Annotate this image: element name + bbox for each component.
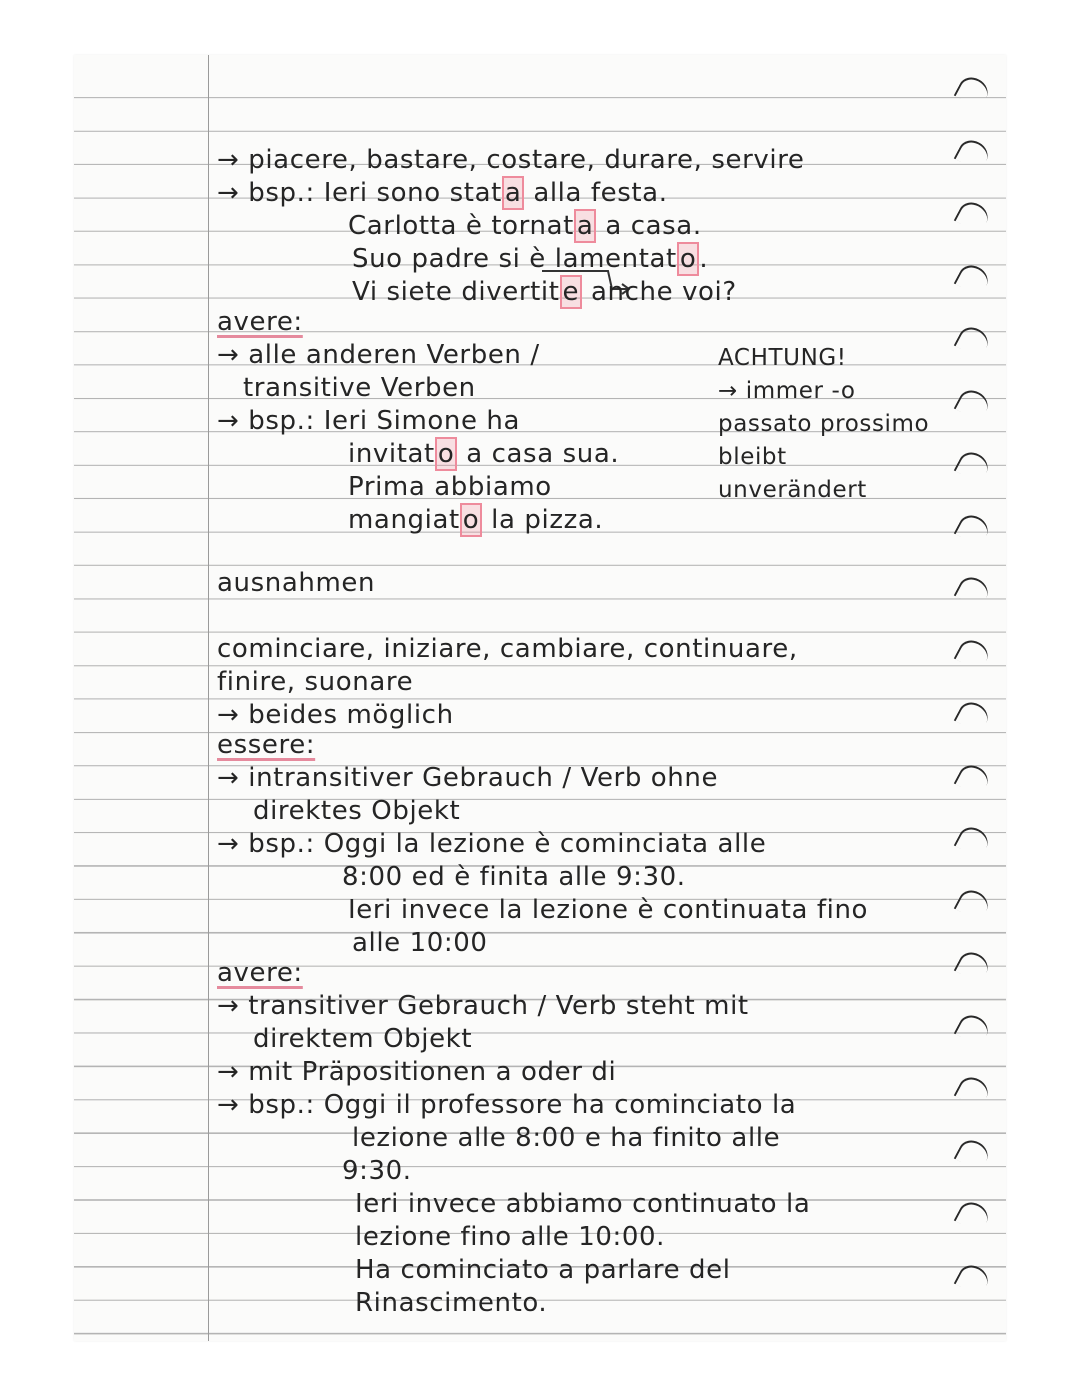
margin-line xyxy=(208,55,210,1341)
note-line: → beides möglich xyxy=(217,700,454,730)
ending-highlight: o xyxy=(460,503,483,537)
note-line: unverändert xyxy=(718,477,867,503)
note-line: direktes Objekt xyxy=(253,796,461,826)
note-line: → bsp.: Oggi il professore ha cominciato la xyxy=(217,1090,797,1120)
ending-highlight: e xyxy=(560,275,583,309)
note-line: cominciare, iniziare, cambiare, continuare, xyxy=(217,634,798,664)
note-line: Rinascimento. xyxy=(355,1288,548,1318)
note-line: bleibt xyxy=(718,444,787,470)
note-line: Ieri invece la lezione è continuata fino xyxy=(348,895,869,925)
note-line: → mit Präpositionen a oder di xyxy=(217,1057,617,1087)
achtung-label: ACHTUNG! xyxy=(718,345,847,371)
ending-highlight: o xyxy=(677,242,700,276)
note-line: Vi siete divertit e anche voi? xyxy=(352,277,737,307)
note-line: → alle anderen Verben / xyxy=(217,340,540,370)
note-line: transitive Verben xyxy=(243,373,476,403)
note-line: Ha cominciato a parlare del xyxy=(355,1255,731,1285)
note-line: → bsp.: Ieri sono stat a alla festa. xyxy=(217,178,668,208)
note-line: Suo padre si è lamentat o . xyxy=(352,244,709,274)
note-line: invitat o a casa sua. xyxy=(348,439,620,469)
note-line: finire, suonare xyxy=(217,667,414,697)
section-heading: ausnahmen xyxy=(217,568,376,598)
note-line: direktem Objekt xyxy=(253,1024,473,1054)
note-line: Carlotta è tornat a a casa. xyxy=(348,211,702,241)
note-line: → bsp.: Oggi la lezione è cominciata alle xyxy=(217,829,767,859)
note-line: → immer -o xyxy=(718,378,856,404)
note-line: → transitiver Gebrauch / Verb steht mit xyxy=(217,991,749,1021)
note-line: lezione fino alle 10:00. xyxy=(355,1222,665,1252)
note-line: Ieri invece abbiamo continuato la xyxy=(355,1189,811,1219)
section-heading: avere: xyxy=(217,307,303,337)
ending-highlight: a xyxy=(502,176,525,210)
note-line: Prima abbiamo xyxy=(348,472,552,502)
note-line: mangiat o la pizza. xyxy=(348,505,604,535)
note-line: alle 10:00 xyxy=(352,928,488,958)
note-line: → intransitiver Gebrauch / Verb ohne xyxy=(217,763,719,793)
note-line: 8:00 ed è finita alle 9:30. xyxy=(342,862,686,892)
note-line: → bsp.: Ieri Simone ha xyxy=(217,406,521,436)
ending-highlight: o xyxy=(435,437,458,471)
note-line: 9:30. xyxy=(342,1156,412,1186)
section-heading: essere: xyxy=(217,730,316,760)
ending-highlight: a xyxy=(574,209,597,243)
note-line: lezione alle 8:00 e ha finito alle xyxy=(352,1123,781,1153)
note-line: passato prossimo xyxy=(718,411,930,437)
section-heading: avere: xyxy=(217,958,303,988)
note-line: → piacere, bastare, costare, durare, servire xyxy=(217,145,805,175)
